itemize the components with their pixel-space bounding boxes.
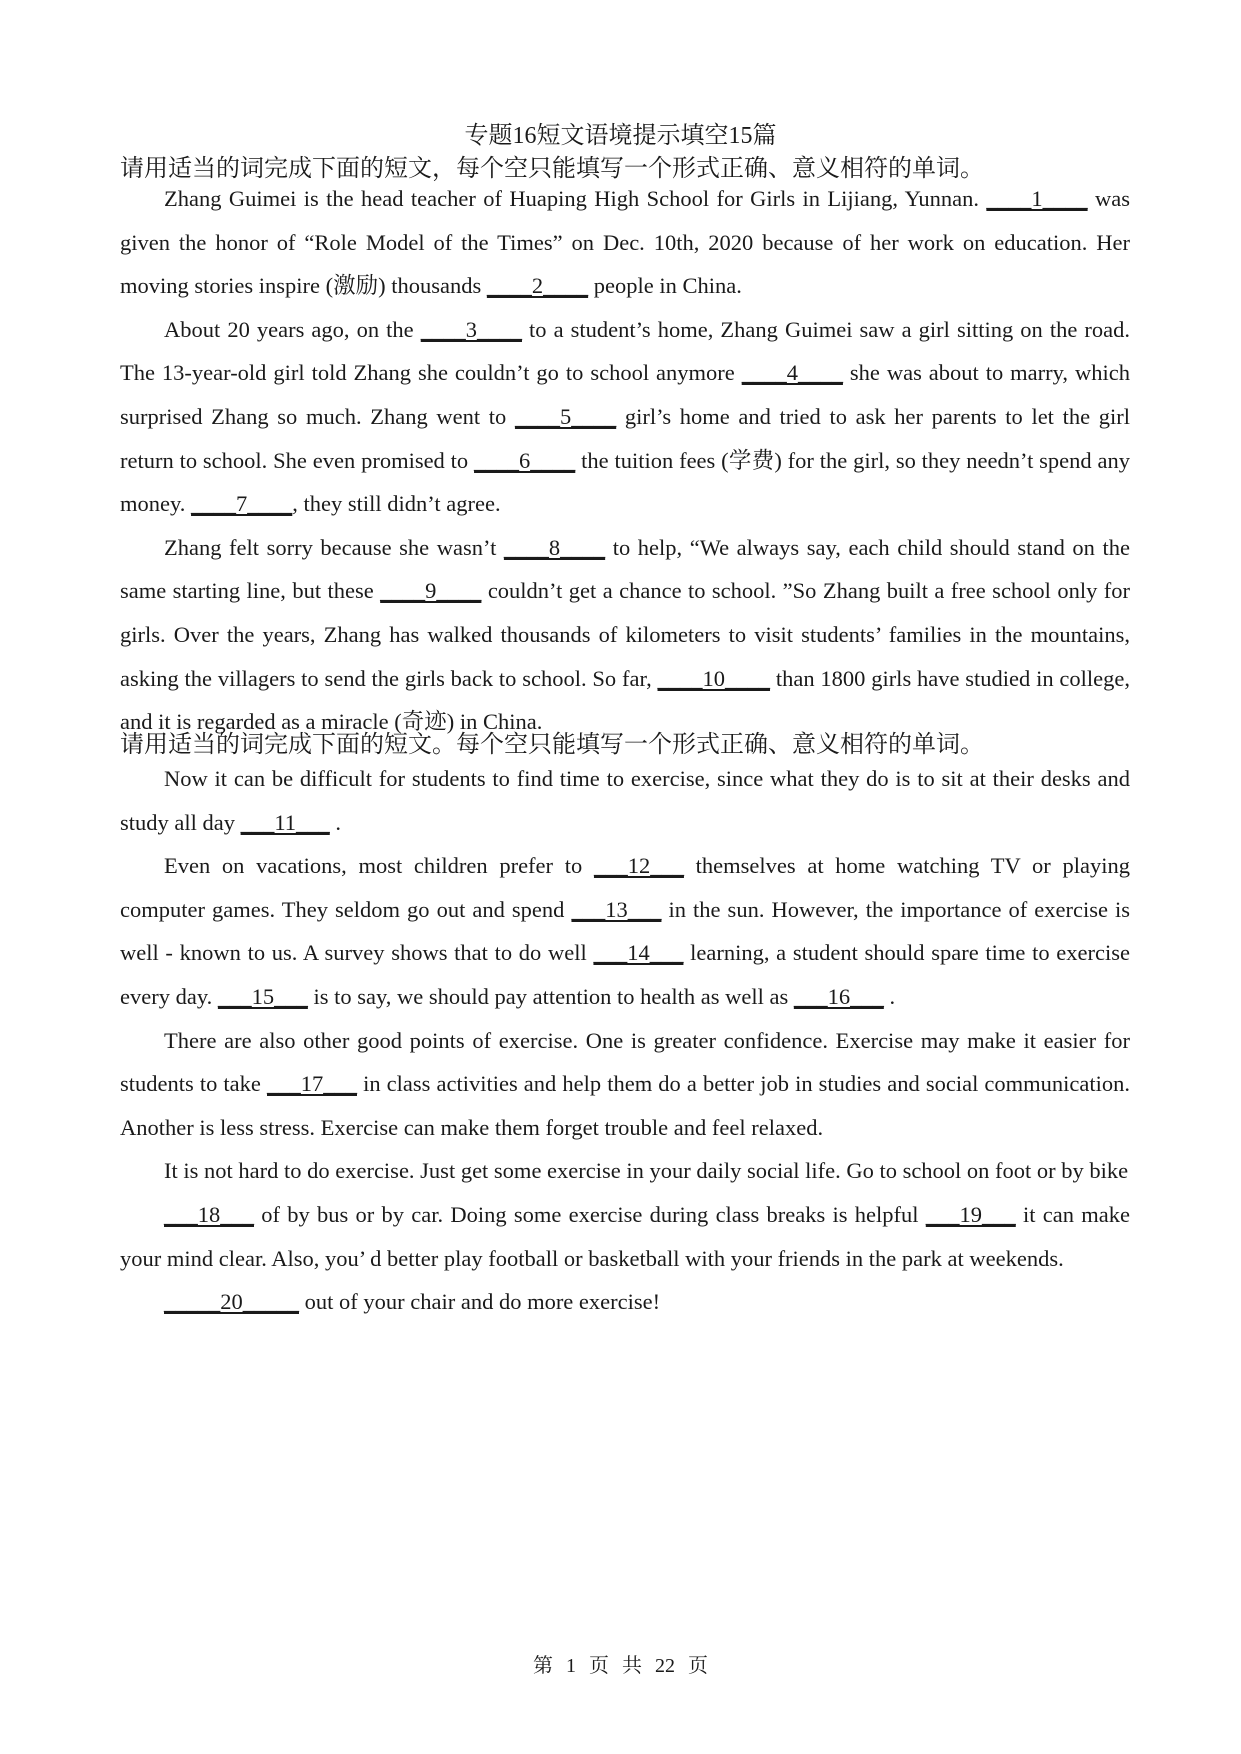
paragraph-text: couldn’t get a chance to school. ”So Zhang built a free school only for girls. Over the years, Zhang has walked thousands of kilometers to visit students’ families in the mountains, asking the villagers to send the girls back to school. So far, <box>120 578 1130 691</box>
passage1-body <box>120 177 1130 744</box>
passage2-paragraph <box>120 1193 1130 1280</box>
paragraph-text: girl’s home and tried to ask her parents to let the girl return to school. She even promised to <box>120 403 1130 473</box>
answer-blank: ___18___ <box>164 1201 254 1227</box>
paragraph-text: in the sun. However, the importance of exercise is well - known to us. A survey shows that to do well <box>120 896 1131 966</box>
document-title: 专题16短文语境提示填空15篇 <box>464 123 777 149</box>
answer-blank: ___17___ <box>267 1071 357 1097</box>
paragraph-text: . <box>883 983 896 1009</box>
paragraph-text: is to say, we should pay attention to health as well as <box>307 983 794 1009</box>
passage2-instruction: 请用适当的词完成下面的短文。每个空只能填写一个形式正确、意义相符的单词。 <box>120 730 984 758</box>
passage1-paragraph <box>120 526 1130 744</box>
answer-blank: ____5____ <box>514 403 617 429</box>
paragraph-text: the tuition fees (学费) for the girl, so they needn’t spend any money. <box>120 447 1131 517</box>
passage1-paragraph <box>120 177 1130 308</box>
passage2-body <box>120 757 1130 1324</box>
answer-blank: ____8____ <box>503 534 606 560</box>
answer-blank: ____3____ <box>420 316 522 342</box>
paragraph-text: was given the honor of “Role Model of the Times” on Dec. 10th, 2020 because of her work on education. Her moving stories inspire (激励) thousands <box>120 186 1130 299</box>
footer-page-number: 1 <box>566 1655 576 1677</box>
answer-blank: ____6____ <box>474 447 576 473</box>
footer-gong: 共 <box>622 1655 642 1677</box>
passage2-paragraph <box>120 1149 1130 1193</box>
paragraph-text: Now it can be difficult for students to find time to exercise, since what they do is to sit at their desks and study all day <box>120 766 1130 835</box>
paragraph-text: themselves at home watching TV or playing computer games. They seldom go out and spend <box>120 853 1130 922</box>
paragraph-text: to help, “We always say, each child should stand on the same starting line, but these <box>120 534 1130 604</box>
paragraph-text: About 20 years ago, on the <box>164 316 421 342</box>
paragraph-text: people in China. <box>588 273 742 299</box>
paragraph-text: , they still didn’t agree. <box>292 491 501 517</box>
passage2-paragraph <box>120 757 1130 844</box>
paragraph-text: than 1800 girls have studied in college, and it is regarded as a miracle (奇迹) in China. <box>120 665 1131 735</box>
passage2-paragraph <box>120 844 1130 1018</box>
passage2-paragraph <box>120 1019 1130 1150</box>
paragraph-text: Zhang felt sorry because she wasn’t <box>164 534 504 560</box>
paragraph-text: of by bus or by car. Doing some exercise during class breaks is helpful <box>254 1201 926 1227</box>
paragraph-text: learning, a student should spare time to exercise every day. <box>120 940 1130 1009</box>
paragraph-text: in class activities and help them do a better job in studies and social communication. Another is less stress. Exercise can make them forget trouble and feel relaxed. <box>120 1071 1130 1140</box>
answer-blank: ___13___ <box>571 896 662 922</box>
answer-blank: _____20_____ <box>164 1289 299 1315</box>
answer-blank: ___19___ <box>925 1201 1016 1227</box>
paragraph-text: it can make your mind clear. Also, you’ d better play football or basketball with your friends in the park at weekends. <box>120 1201 1130 1271</box>
passage1-paragraph <box>120 308 1130 526</box>
paragraph-text: Even on vacations, most children prefer to <box>164 853 594 879</box>
paragraph-text: There are also other good points of exercise. One is greater confidence. Exercise may make it easier for students to take <box>120 1027 1130 1097</box>
paragraph-text: . <box>329 809 342 835</box>
page-footer <box>0 1652 1241 1680</box>
answer-blank: ___15___ <box>217 983 308 1009</box>
footer-ye2: 页 <box>688 1655 708 1677</box>
answer-blank: ____10____ <box>657 665 771 691</box>
paragraph-text: out of your chair and do more exercise! <box>299 1289 661 1315</box>
answer-blank: ___14___ <box>593 940 684 966</box>
answer-blank: ___11___ <box>240 809 330 835</box>
answer-blank: ___12___ <box>593 853 684 879</box>
answer-blank: ____7____ <box>191 491 293 517</box>
footer-di: 第 <box>533 1655 553 1677</box>
answer-blank: ____2____ <box>486 273 589 299</box>
answer-blank: ____4____ <box>741 360 843 386</box>
footer-ye: 页 <box>589 1655 609 1677</box>
passage1-instruction: 请用适当的词完成下面的短文，每个空只能填写一个形式正确、意义相符的单词。 <box>120 154 984 182</box>
paragraph-text: Zhang Guimei is the head teacher of Huaping High School for Girls in Lijiang, Yunnan. <box>164 186 987 211</box>
paragraph-text: she was about to marry, which surprised Zhang so much. Zhang went to <box>120 360 1130 429</box>
footer-total-pages: 22 <box>655 1655 675 1677</box>
paragraph-text: It is not hard to do exercise. Just get some exercise in your daily social life. Go to school on foot or by bike <box>164 1158 1129 1184</box>
answer-blank: ____1____ <box>986 186 1088 211</box>
answer-blank: ____9____ <box>380 578 482 604</box>
answer-blank: ___16___ <box>793 983 884 1009</box>
passage2-paragraph <box>120 1280 1130 1324</box>
paragraph-text: to a student’s home, Zhang Guimei saw a girl sitting on the road. The 13-year-old girl told Zhang she couldn’t go to school anymore <box>120 316 1130 386</box>
